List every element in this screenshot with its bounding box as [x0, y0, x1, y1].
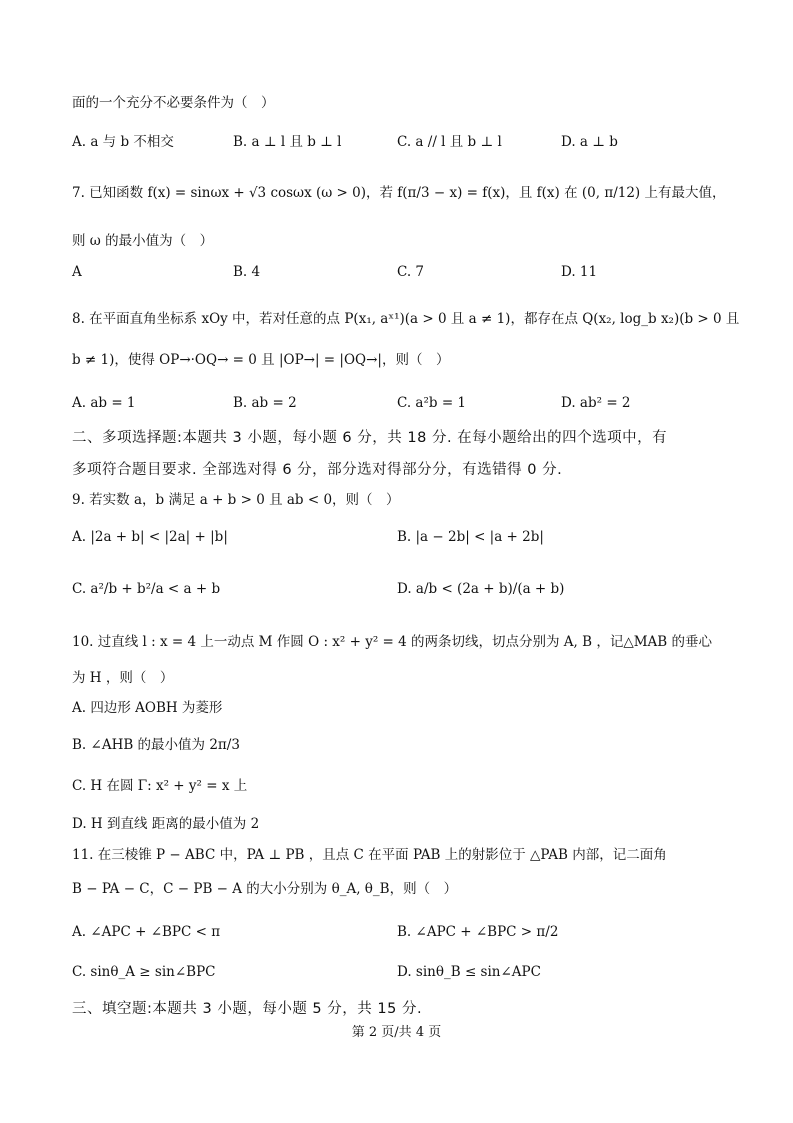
q11-option-c: C. sinθ_A ≥ sin∠BPC	[72, 964, 216, 980]
q8-option-d: D. ab² = 2	[561, 395, 631, 411]
q6-stem-end: 面的一个充分不必要条件为（ ）	[72, 95, 275, 111]
q7-option-d: D. 11	[561, 264, 598, 280]
section2-heading-line2: 多项符合题目要求. 全部选对得 6 分，部分选对得部分分，有选错得 0 分.	[72, 462, 563, 478]
q11-option-a: A. ∠APC + ∠BPC < π	[72, 924, 221, 940]
q10-stem-line1: 10. 过直线 l : x = 4 上一动点 M 作圆 O : x² + y² = 4 的两条切线，切点分别为 A, B ，记△MAB 的垂心	[72, 634, 713, 650]
q9-option-d: D. a/b < (2a + b)/(a + b)	[397, 581, 565, 597]
page-number-footer: 第 2 页/共 4 页	[351, 1025, 442, 1040]
q7-option-b: B. 4	[233, 264, 261, 280]
q6-option-d: D. a ⊥ b	[561, 134, 618, 150]
q10-option-c: C. H 在圆 Γ: x² + y² = x 上	[72, 778, 248, 794]
q7-stem-line1: 7. 已知函数 f(x) = sinωx + √3 cosωx (ω > 0)，若 f(π/3 − x) = f(x)，且 f(x) 在 (0, π/12) 上有最大值，	[72, 185, 726, 201]
section2-heading-line1: 二、多项选择题:本题共 3 小题，每小题 6 分，共 18 分. 在每小题给出的四个选项中，有	[72, 430, 668, 446]
q6-option-b: B. a ⊥ l 且 b ⊥ l	[233, 134, 342, 150]
q8-stem-line2: b ≠ 1)，使得 OP→·OQ→ = 0 且 |OP→| = |OQ→|，则（ ）	[72, 352, 450, 368]
q10-option-a: A. 四边形 AOBH 为菱形	[72, 700, 223, 716]
q6-option-c: C. a // l 且 b ⊥ l	[397, 134, 502, 150]
q10-option-d: D. H 到直线 距离的最小值为 2	[72, 816, 260, 832]
q8-option-a: A. ab = 1	[72, 395, 136, 411]
q8-option-b: B. ab = 2	[233, 395, 297, 411]
q9-option-a: A. |2a + b| < |2a| + |b|	[72, 529, 228, 545]
q11-stem-line1: 11. 在三棱锥 P − ABC 中，PA ⊥ PB ，且点 C 在平面 PAB 上的射影位于 △PAB 内部，记二面角	[72, 847, 667, 863]
q7-stem-line2: 则 ω 的最小值为（ ）	[72, 233, 214, 249]
q6-option-a: A. a 与 b 不相交	[72, 134, 174, 150]
q7-option-a: A	[72, 264, 82, 280]
q9-option-b: B. |a − 2b| < |a + 2b|	[397, 529, 544, 545]
section3-heading: 三、填空题:本题共 3 小题，每小题 5 分，共 15 分.	[72, 1001, 423, 1017]
q10-option-b: B. ∠AHB 的最小值为 2π/3	[72, 737, 240, 753]
q7-option-c: C. 7	[397, 264, 425, 280]
q10-stem-line2: 为 H ，则（ ）	[72, 670, 174, 686]
q8-option-c: C. a²b = 1	[397, 395, 467, 411]
q11-option-b: B. ∠APC + ∠BPC > π/2	[397, 924, 559, 940]
q11-option-d: D. sinθ_B ≤ sin∠APC	[397, 964, 541, 980]
q9-option-c: C. a²/b + b²/a < a + b	[72, 581, 221, 597]
q9-stem: 9. 若实数 a，b 满足 a + b > 0 且 ab < 0，则（ ）	[72, 492, 400, 508]
q11-stem-line2: B − PA − C，C − PB − A 的大小分别为 θ_A, θ_B，则（ ）	[72, 881, 458, 897]
q8-stem-line1: 8. 在平面直角坐标系 xOy 中，若对任意的点 P(x₁, aˣ¹)(a > 0 且 a ≠ 1)，都存在点 Q(x₂, log_b x₂)(b > 0 且	[72, 311, 740, 327]
